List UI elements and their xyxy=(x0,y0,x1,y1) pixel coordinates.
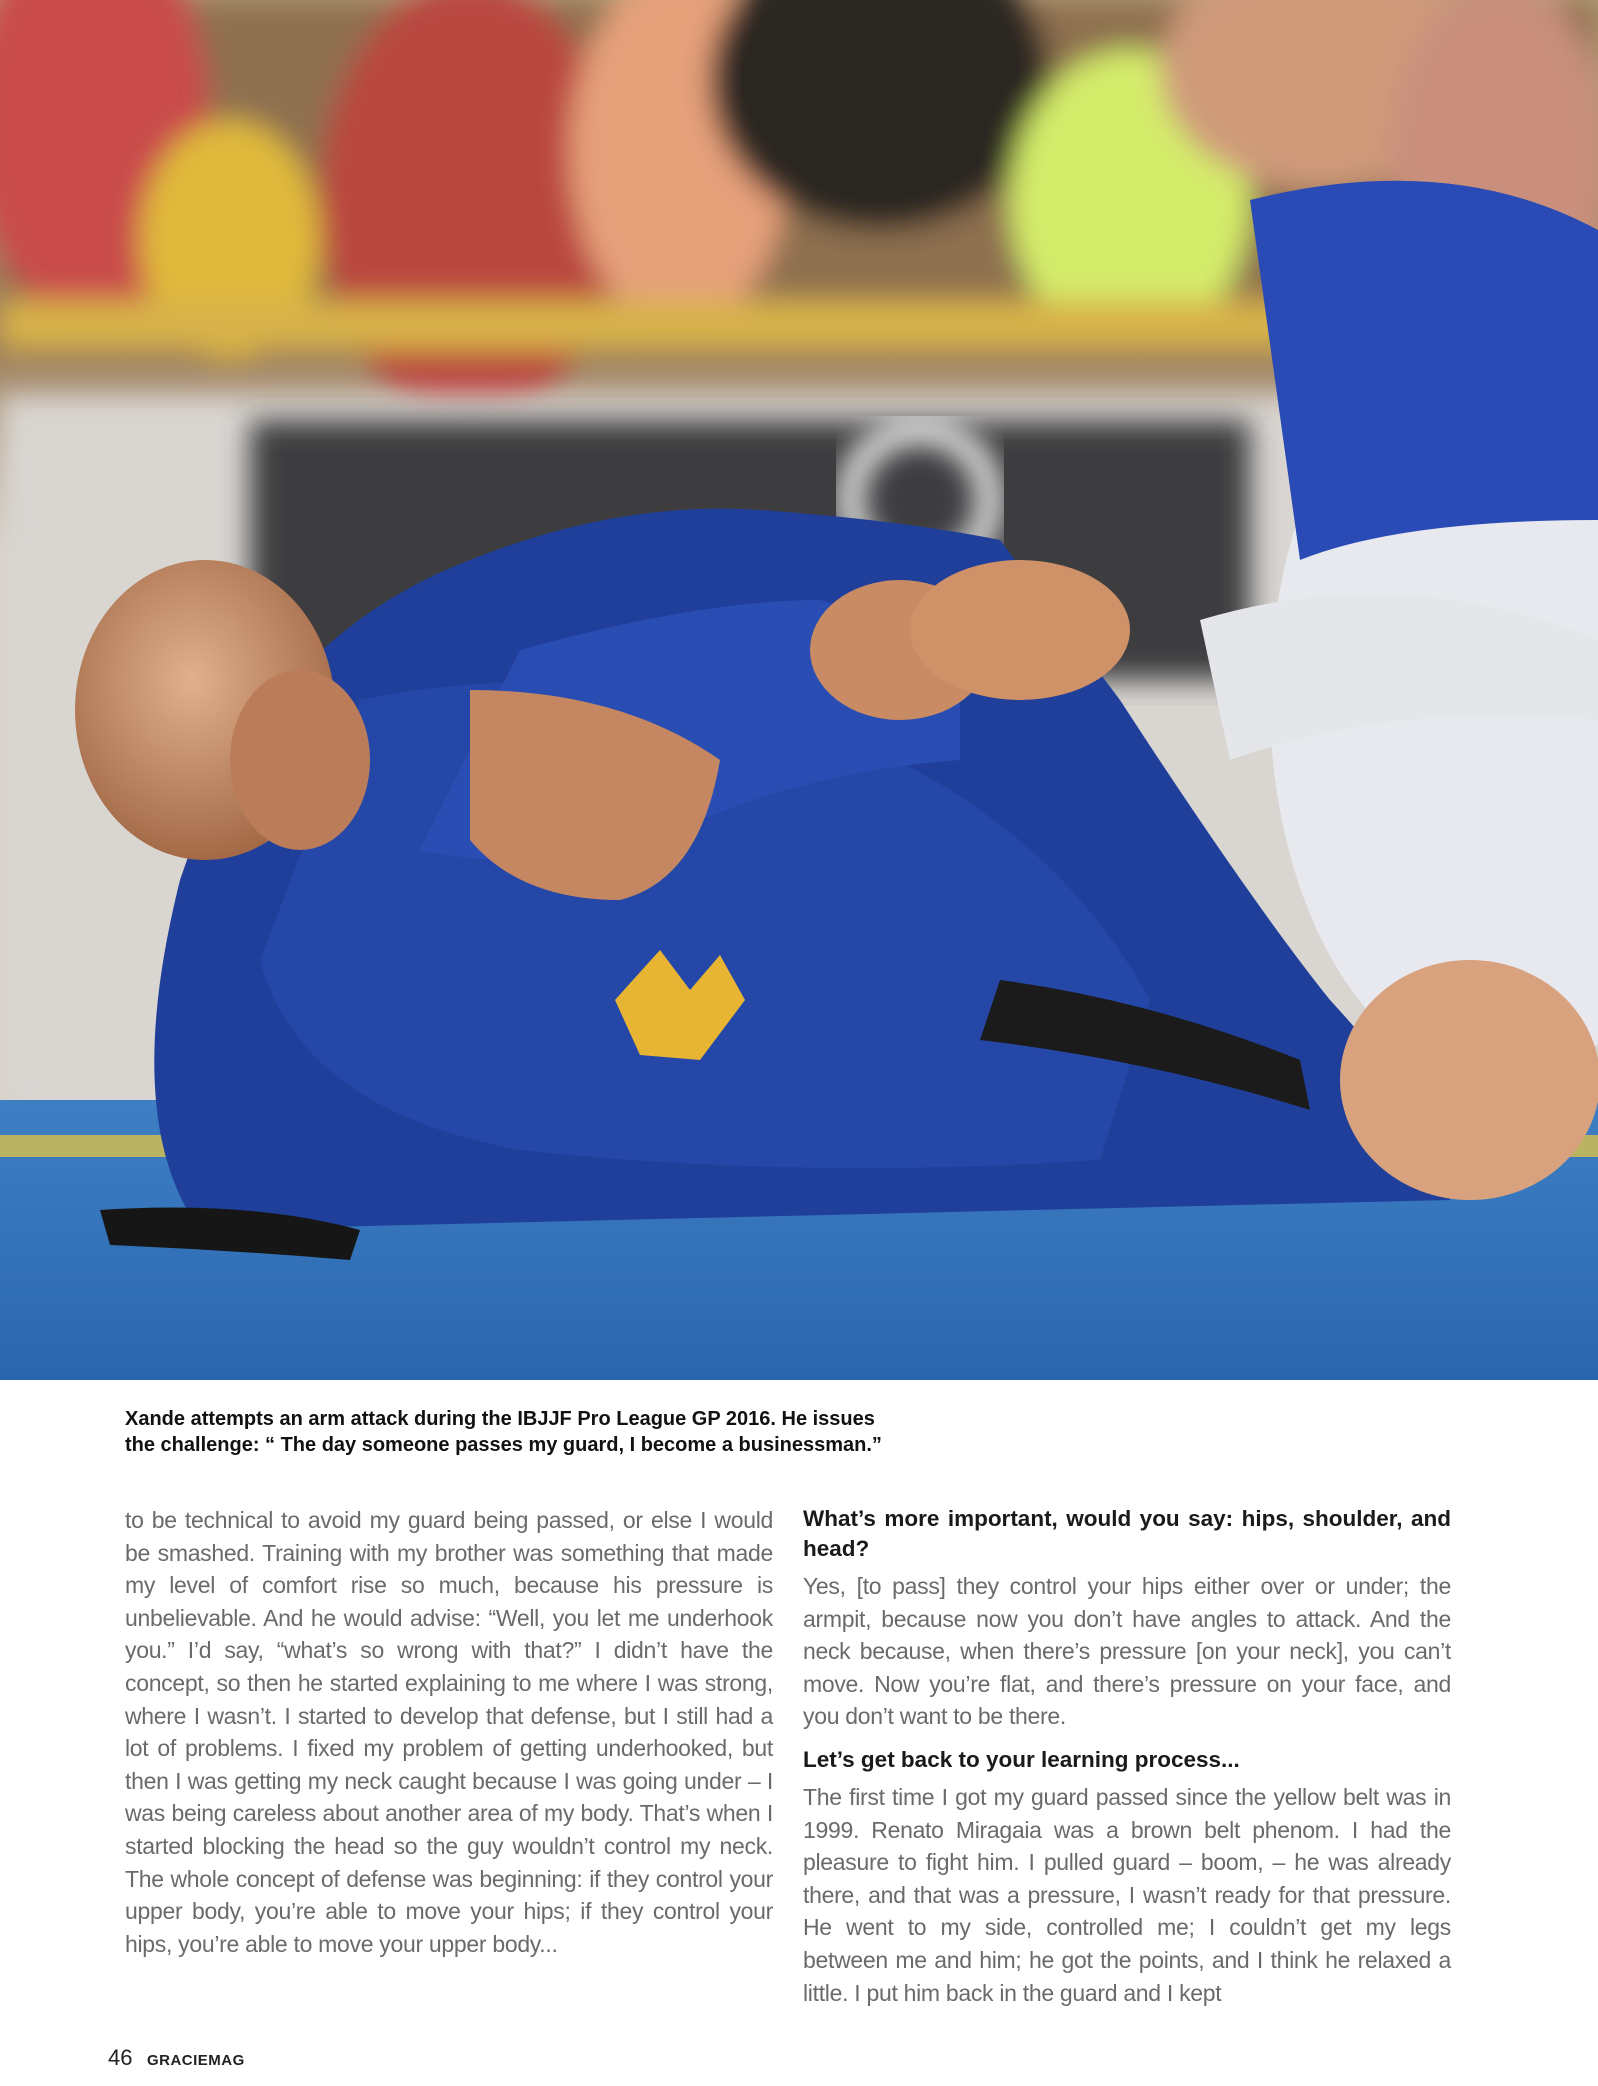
left-column xyxy=(125,1504,773,1960)
right-column xyxy=(803,1504,1451,2009)
caption-line-1: Xande attempts an arm attack during the IBJJF Pro League GP 2016. He issues xyxy=(125,1408,875,1430)
left-column-text: to be technical to avoid my guard being passed, or else I would be smashed. Training with my brother was something that made my level of comfort rise so much, because his pressure is unbelievable. And he would advise: “Well, you let me underhook you.” I’d say, “what’s so wrong with that?” I didn’t have the concept, so then he started explaining to me where I was strong, where I wasn’t. I started to develop that defense, but I still had a lot of problems. I fixed my problem of getting underhooked, but then I was getting my neck caught because I was going under – I was being careless about another area of my body. That’s when I started blocking the head so the guy wouldn’t control my neck. The whole concept of defense was beginning: if they control your upper body, you’re able to move your hips; if they control your hips, you’re able to move your upper body... xyxy=(125,1507,773,1957)
caption-line-2: the challenge: “ The day someone passes my guard, I become a businessman.” xyxy=(125,1434,882,1456)
magazine-name: GRACIEMAG xyxy=(146,2052,245,2069)
photo-caption xyxy=(125,1406,1125,1458)
answer-2: The first time I got my guard passed since the yellow belt was in 1999. Renato Miragaia was a brown belt phenom. I had the pleasure to fight him. I pulled guard – boom, – he was already there, and that was a pressure, I wasn’t ready for that pressure. He went to my side, controlled me; I couldn’t get my legs between me and him; he got the points, and I think he relaxed a little. I put him back in the guard and I kept xyxy=(803,1783,1451,2006)
question-2: Let’s get back to your learning process... xyxy=(803,1746,1240,1772)
page-footer xyxy=(108,2045,245,2071)
answer-1: Yes, [to pass] they control your hips either over or under; the armpit, because now you don’t have angles to attack. And the neck because, when there’s pressure [on your neck], you can’t move. Now you’re flat, and there’s pressure on your face, and you don’t want to be there. xyxy=(803,1573,1451,1730)
question-1: What’s more important, would you say: hips, shoulder, and head? xyxy=(803,1506,1451,1561)
page-number: 46 xyxy=(108,2045,133,2070)
